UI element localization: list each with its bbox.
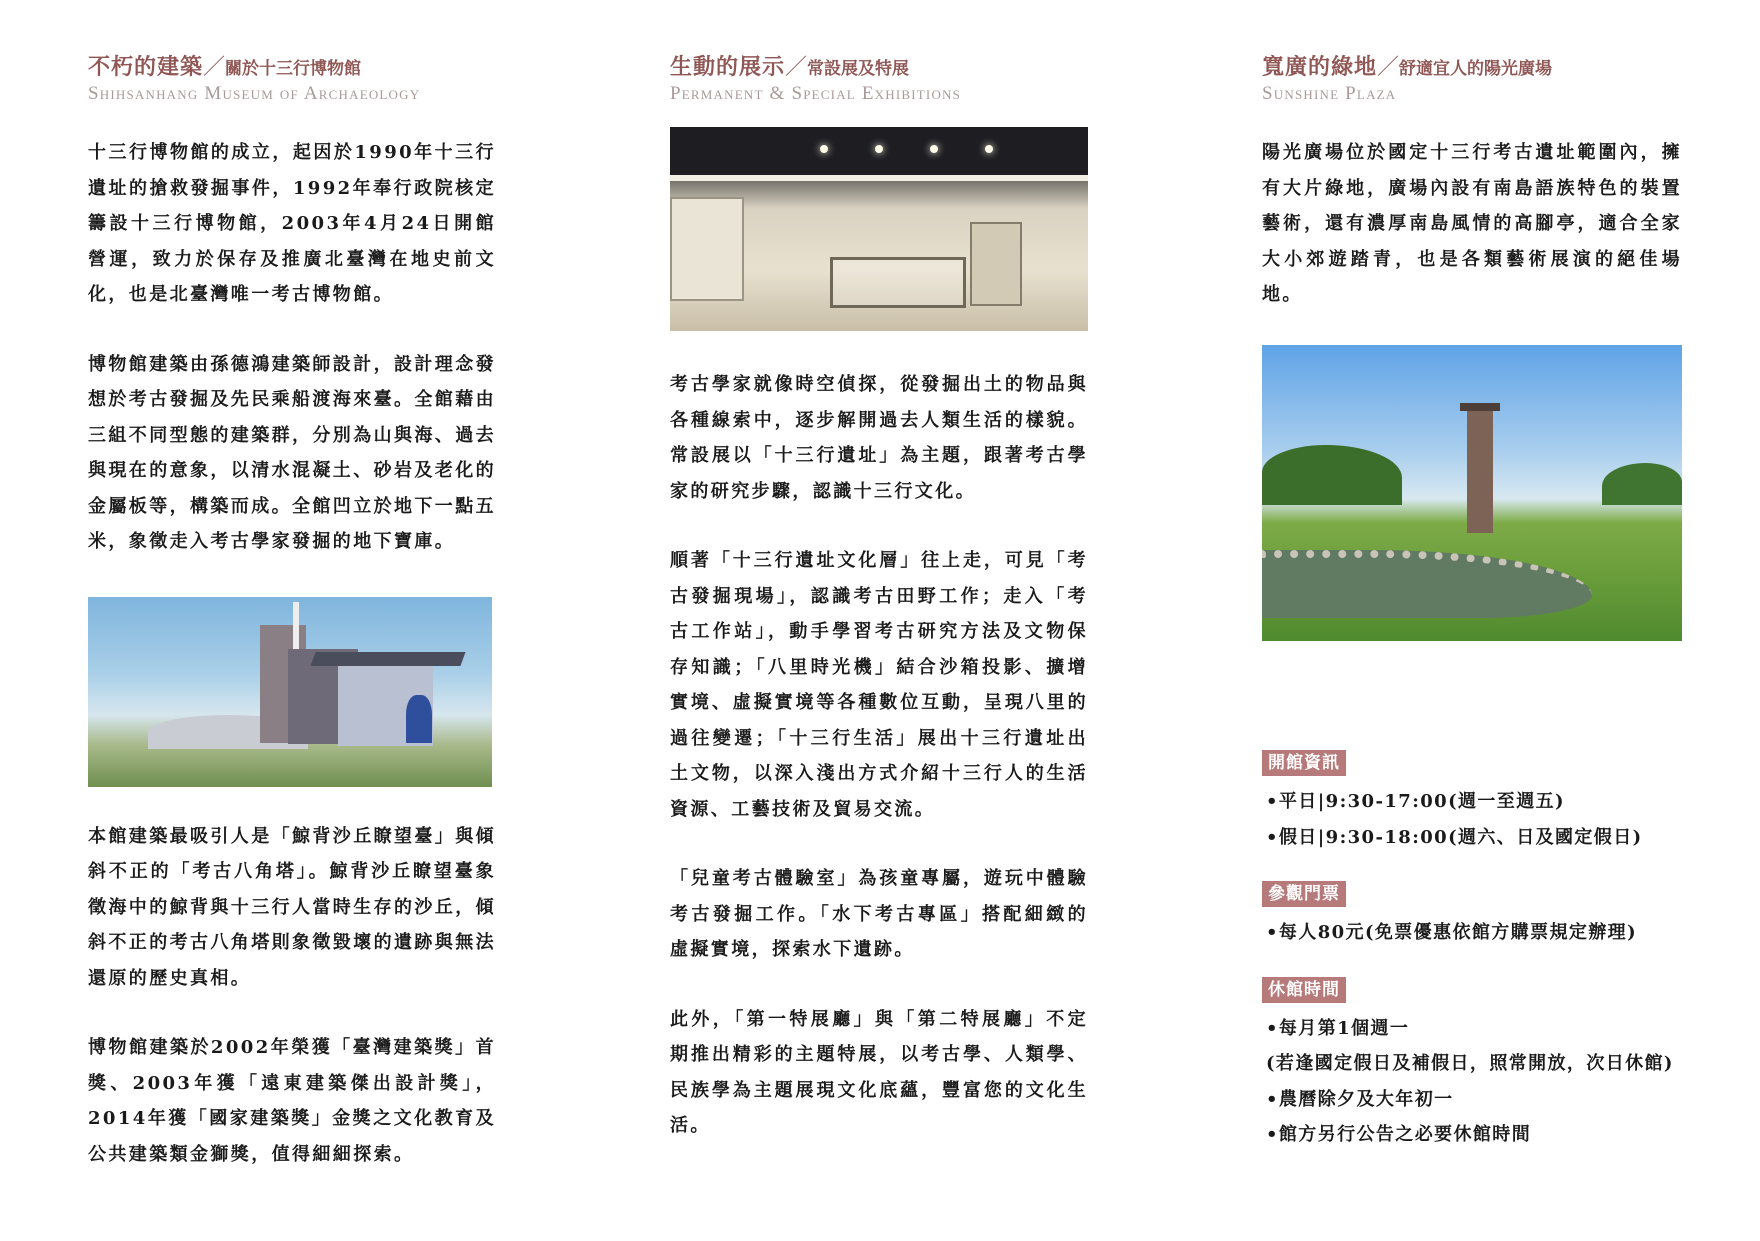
column-exhibitions: [670, 50, 1088, 1144]
closed-days-item: •農曆除夕及大年初一: [1266, 1088, 1454, 1110]
title-separator: ／: [785, 55, 808, 80]
section-heading: [670, 50, 1088, 105]
paragraph: 博物館建築於2002年榮獲「臺灣建築獎」首獎、2003年獲「遠東建築傑出設計獎」，2014年獲「國家建築獎」金獎之文化教育及公共建築類金獅獎，值得細細探索。: [88, 1037, 496, 1165]
paragraph: 陽光廣場位於國定十三行考古遺址範圍內，擁有大片綠地，廣場內設有南島語族特色的裝置藝術，還有濃厚南島風情的高腳亭，適合全家大小郊遊踏青，也是各類藝術展演的絕佳場地。: [1262, 142, 1682, 305]
section-title: 生動的展示: [670, 54, 786, 80]
sunshine-plaza-photo: [1262, 345, 1682, 641]
closed-days-item: (若逢國定假日及補假日，照常開放，次日休館): [1266, 1053, 1674, 1074]
section-heading: [1262, 50, 1682, 105]
paragraph: 順著「十三行遺址文化層」往上走，可見「考古發掘現場」，認識考古田野工作；走入「考古工作站」，動手學習考古研究方法及文物保存知識；「八里時光機」結合沙箱投影、擴增實境、虛擬實境等各種數位互動，呈現八里的過往變遷；「十三行生活」展出十三行遺址出土文物，以深入淺出方式介紹十三行人的生活資源、工藝技術及貿易交流。: [670, 550, 1088, 820]
column-architecture: [88, 50, 496, 1172]
paragraph: 本館建築最吸引人是「鯨背沙丘瞭望臺」與傾斜不正的「考古八角塔」。鯨背沙丘瞭望臺象徵海中的鯨背與十三行人當時生存的沙丘，傾斜不正的考古八角塔則象徵毀壞的遺跡與無法還原的歷史真相。: [88, 825, 496, 989]
title-separator: ／: [203, 55, 226, 80]
column-plaza: [1262, 50, 1682, 641]
section-title: 不朽的建築: [88, 54, 204, 80]
section-title-en: Shihsanhang Museum of Archaeology: [88, 83, 421, 104]
closed-days-item: •每月第1個週一: [1266, 1017, 1410, 1039]
ticket-block: [1262, 881, 1722, 951]
museum-building-photo: [88, 597, 492, 787]
paragraph: 「兒童考古體驗室」為孩童專屬，遊玩中體驗考古發掘工作。「水下考古專區」搭配細緻的虛擬實境，探索水下遺跡。: [670, 868, 1088, 960]
opening-hours-block: [1262, 750, 1722, 855]
opening-hours-item: •平日|9:30-17:00(週一至週五): [1266, 791, 1565, 812]
visitor-info: [1262, 750, 1722, 1179]
section-subtitle: 常設展及特展: [807, 59, 910, 79]
section-title: 寬廣的綠地: [1262, 54, 1378, 80]
closed-days-item: •館方另行公告之必要休館時間: [1266, 1124, 1532, 1145]
paragraph: 博物館建築由孫德鴻建築師設計，設計理念發想於考古發掘及先民乘船渡海來臺。全館藉由三組不同型態的建築群，分別為山與海、過去與現在的意象，以清水混凝土、砂岩及老化的金屬板等，構築而成。全館凹立於地下一點五米，象徵走入考古學家發掘的地下寶庫。: [88, 353, 496, 552]
ticket-label: 參觀門票: [1262, 881, 1346, 907]
paragraph: 十三行博物館的成立，起因於1990年十三行遺址的搶救發掘事件，1992年奉行政院核定籌設十三行博物館，2003年4月24日開館營運，致力於保存及推廣北臺灣在地史前文化，也是北臺灣唯一考古博物館。: [88, 142, 496, 305]
closed-days-block: [1262, 977, 1722, 1153]
paragraph: 此外，「第一特展廳」與「第二特展廳」不定期推出精彩的主題特展，以考古學、人類學、民族學為主題展現文化底蘊，豐富您的文化生活。: [670, 1008, 1088, 1136]
section-heading: [88, 50, 496, 105]
ticket-item: •每人80元(免票優惠依館方購票規定辦理): [1266, 922, 1637, 943]
exhibition-hall-photo: [670, 127, 1088, 331]
section-title-en: Sunshine Plaza: [1262, 83, 1397, 104]
opening-hours-item: •假日|9:30-18:00(週六、日及國定假日): [1266, 826, 1643, 848]
section-title-en: Permanent & Special Exhibitions: [670, 83, 962, 104]
paragraph: 考古學家就像時空偵探，從發掘出土的物品與各種線索中，逐步解開過去人類生活的樣貌。常設展以「十三行遺址」為主題，跟著考古學家的研究步驟，認識十三行文化。: [670, 374, 1088, 502]
opening-hours-label: 開館資訊: [1262, 750, 1346, 776]
section-subtitle: 舒適宜人的陽光廣場: [1399, 59, 1553, 79]
section-subtitle: 關於十三行博物館: [225, 59, 362, 79]
closed-days-label: 休館時間: [1262, 977, 1346, 1003]
title-separator: ／: [1377, 55, 1400, 80]
